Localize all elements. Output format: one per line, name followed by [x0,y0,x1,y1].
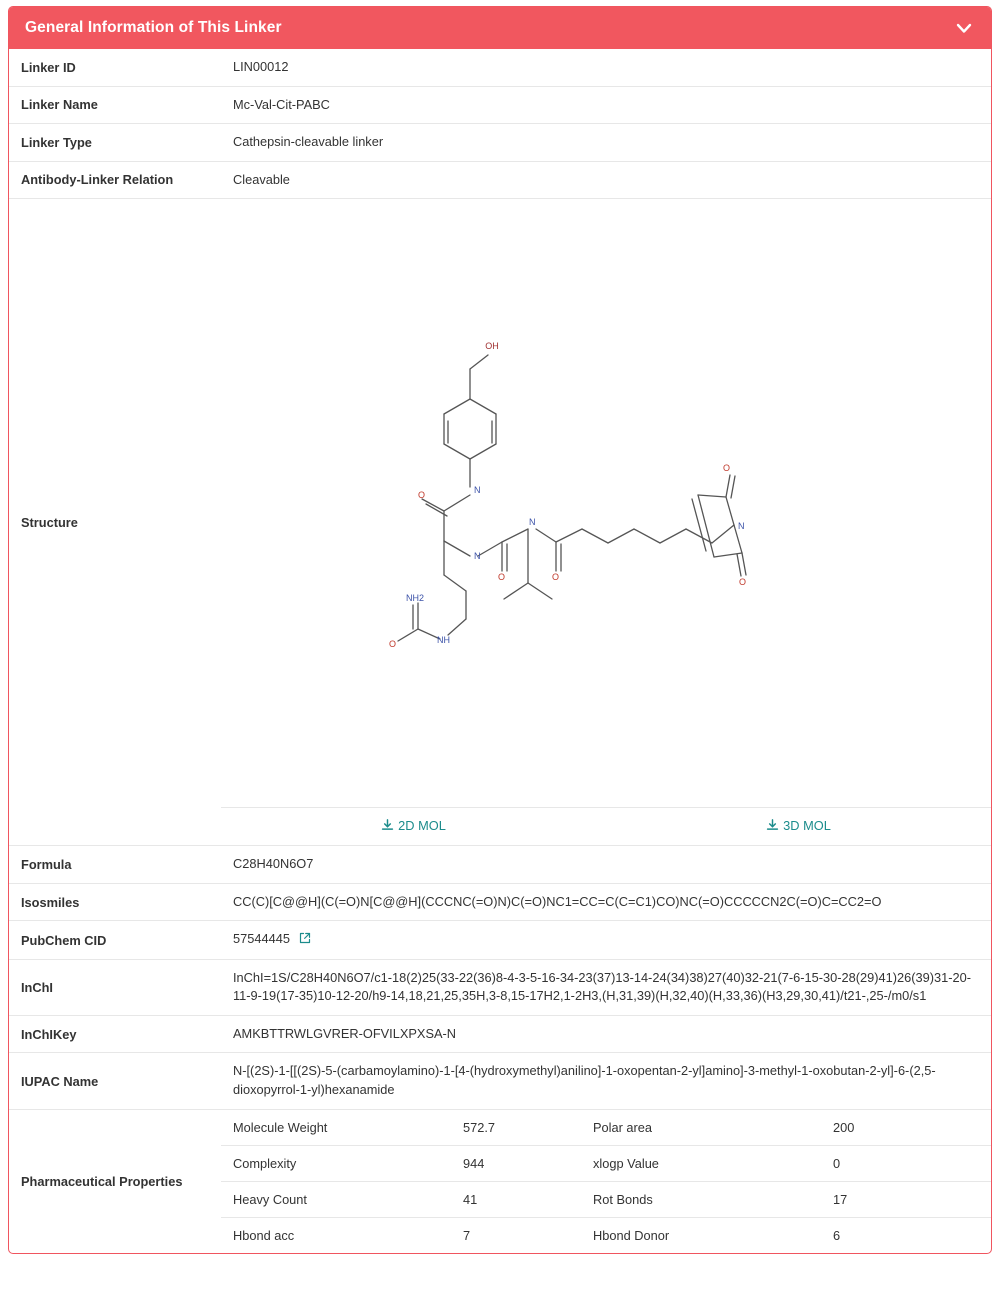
page-title: General Information of This Linker [25,19,282,36]
download-icon [766,819,779,835]
prop-key-complexity: Complexity [221,1145,451,1181]
row-value-inchi: InChI=1S/C28H40N6O7/c1-18(2)25(33-22(36)8-4-3-5-16-34-23(37)13-14-24(34)38)27(40)32-21(7-6-15-30-28(29)41)26(39)31-20-11-9-19(17-35)10-12-20/h9-14,18,21,25,35H,3-8,15-17H2,1-2H3,(H,31,39)(H,32,40)(H,33,36)(H3,29,30,41)/t21-,25-/m0/s1 [221,959,991,1015]
prop-value-complexity: 944 [451,1145,581,1181]
svg-text:N: N [738,521,745,532]
row-value-antibody-linker-relation: Cleavable [221,161,991,199]
row-value-linker-type: Cathepsin-cleavable linker [221,124,991,162]
row-label-pubchem-cid: PubChem CID [9,921,221,960]
download-2d-mol-link[interactable] [221,808,606,845]
table-row [9,49,991,86]
table-row [9,1053,991,1109]
chevron-down-icon[interactable] [953,17,975,39]
row-value-inchikey: AMKBTTRWLGVRER-OFVILXPXSA-N [221,1015,991,1053]
row-label-antibody-linker-relation: Antibody-Linker Relation [9,161,221,199]
prop-key-hbond-donor: Hbond Donor [581,1217,821,1253]
table-row [9,124,991,162]
structure-row [9,199,991,846]
table-row [9,86,991,124]
pubchem-cid-link[interactable]: 57544445 [233,931,290,947]
prop-key-molecule-weight: Molecule Weight [233,1119,328,1135]
row-label-iupac-name: IUPAC Name [9,1053,221,1109]
table-row [9,161,991,199]
structure-image [221,199,991,807]
row-value-linker-id: LIN00012 [233,59,289,74]
svg-text:NH2: NH2 [406,593,425,604]
table-row [221,1110,991,1146]
svg-text:OH: OH [485,341,499,352]
prop-value-hbond-donor: 6 [821,1217,991,1253]
row-label-inchikey: InChIKey [9,1015,221,1053]
svg-text:O: O [498,572,506,583]
mol-download-links [221,807,991,845]
row-value-iupac-name: N-[(2S)-1-[[(2S)-5-(carbamoylamino)-1-[4-(hydroxymethyl)anilino]-1-oxopentan-2-yl]amino]-3-methyl-1-oxobutan-2-yl]-6-(2,5-dioxopyrrol-1-yl)hexanamide [221,1053,991,1109]
download-icon [381,819,394,835]
prop-value-rot-bonds: 17 [821,1181,991,1217]
pharmaceutical-properties-cell [221,1109,991,1253]
row-label-linker-id: Linker ID [21,59,76,75]
row-value-linker-name: Mc-Val-Cit-PABC [221,86,991,124]
download-3d-mol-link[interactable] [606,808,991,845]
download-3d-mol-label: 3D MOL [783,818,831,834]
row-label-formula: Formula [9,846,221,884]
row-label-structure: Structure [9,199,221,846]
prop-value-xlogp-value: 0 [821,1145,991,1181]
pharmaceutical-properties-table [221,1110,991,1253]
table-row [9,959,991,1015]
prop-value-polar-area: 200 [833,1119,855,1135]
info-table [9,49,991,1253]
svg-text:O: O [552,572,560,583]
row-label-inchi: InChI [9,959,221,1015]
prop-value-molecule-weight: 572.7 [463,1119,496,1135]
table-row [9,1015,991,1053]
table-row [9,846,991,884]
svg-text:NH: NH [437,635,450,646]
linker-info-card [8,6,992,1254]
table-row [221,1181,991,1217]
download-2d-mol-label: 2D MOL [398,818,446,834]
svg-text:N: N [474,551,481,562]
svg-text:N: N [529,517,536,528]
table-row [9,921,991,960]
table-row [9,883,991,921]
table-row [221,1217,991,1253]
row-value-formula: C28H40N6O7 [221,846,991,884]
card-header [9,7,991,49]
prop-key-xlogp-value: xlogp Value [581,1145,821,1181]
svg-text:O: O [739,577,747,588]
molecule-drawing [221,199,991,807]
table-row [221,1145,991,1181]
prop-key-heavy-count: Heavy Count [221,1181,451,1217]
prop-key-rot-bonds: Rot Bonds [581,1181,821,1217]
row-value-pubchem-cid [221,921,991,960]
row-label-linker-type: Linker Type [9,124,221,162]
row-label-linker-name: Linker Name [9,86,221,124]
prop-key-polar-area: Polar area [593,1119,653,1135]
svg-text:O: O [723,463,731,474]
svg-text:O: O [418,490,426,501]
external-link-icon[interactable] [299,931,311,950]
prop-key-hbond-acc: Hbond acc [221,1217,451,1253]
pharmaceutical-properties-row [9,1109,991,1253]
svg-text:O: O [389,639,397,650]
prop-value-hbond-acc: 7 [451,1217,581,1253]
structure-cell [221,199,991,846]
row-value-isosmiles: CC(C)[C@@H](C(=O)N[C@@H](CCCNC(=O)N)C(=O)NC1=CC=C(C=C1)CO)NC(=O)CCCCCN2C(=O)C=CC2=O [221,883,991,921]
row-label-isosmiles: Isosmiles [9,883,221,921]
prop-value-heavy-count: 41 [451,1181,581,1217]
svg-text:N: N [474,485,481,496]
row-label-pharmaceutical-properties: Pharmaceutical Properties [9,1109,221,1253]
